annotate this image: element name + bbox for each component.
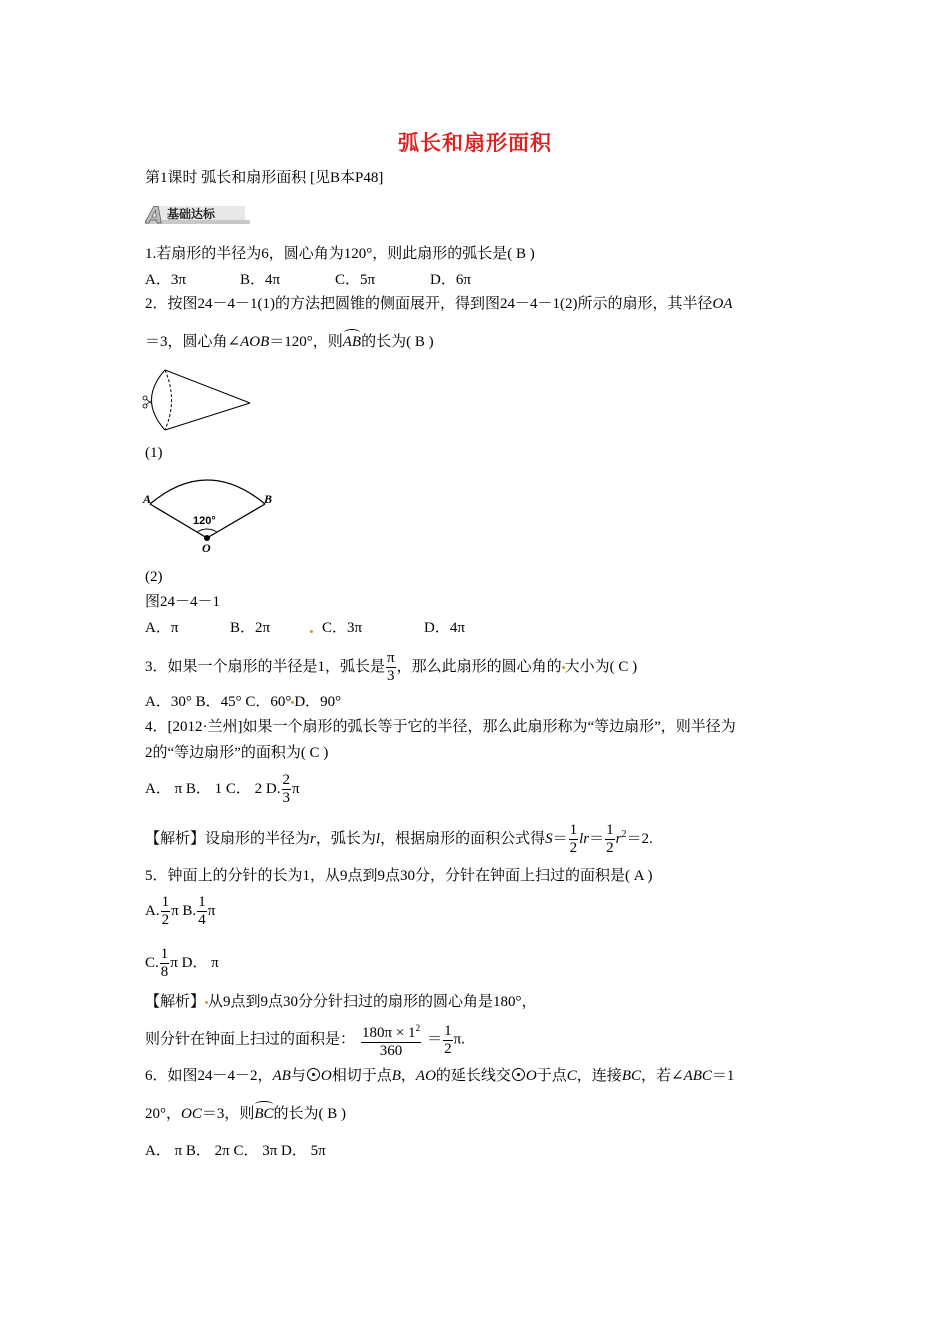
lesson-subtitle: 第1课时 弧长和扇形面积 [见B本P48] bbox=[145, 170, 384, 186]
cone-figure bbox=[140, 365, 255, 435]
scissors-icon bbox=[143, 396, 152, 408]
question-1-stem: 1.若扇形的半径为6，圆心角为120°，则此扇形的弧长是( B ) bbox=[145, 246, 535, 262]
q2-option-c: C．3π bbox=[322, 620, 363, 636]
question-3-stem: 3．如果一个扇形的半径是1，弧长是 $\frac{\pi}{3}$ ，那么此扇形的圆心角的 大小为( C ) bbox=[145, 650, 638, 684]
point-o-label: O bbox=[202, 541, 211, 555]
figure-1-label: (1) bbox=[145, 445, 163, 461]
sector-figure bbox=[140, 468, 285, 558]
q4-solution: 【解析】设扇形的半径为r，弧长为l，根据扇形的面积公式得S＝ $\frac{1}{2}$ lr＝ $\frac{1}{2}$ $r^2=2$. bbox=[145, 822, 653, 856]
q4-options: A． π B． 1 C． 2 D. $\frac{2}{3}$ π bbox=[145, 772, 300, 806]
point-a-label: A bbox=[143, 492, 152, 506]
question-6-line-2: 20°，OC＝3，则BC的长为( B ) bbox=[145, 1106, 347, 1122]
q1-option-c: C．5π bbox=[335, 272, 376, 288]
question-4-line-2: 2的“等边扇形”的面积为( C ) bbox=[145, 745, 329, 761]
page-title: 弧长和扇形面积 bbox=[398, 131, 552, 155]
q2-option-d: D．4π bbox=[424, 620, 465, 636]
figure-caption: 图24－4－1 bbox=[145, 594, 221, 610]
badge-letter: A bbox=[146, 204, 164, 228]
q2-option-a: A．π bbox=[145, 620, 179, 636]
q1-option-d: D．6π bbox=[430, 272, 471, 288]
badge-graphic bbox=[145, 202, 250, 228]
q5-solution-line-1: 【解析】 从9点到9点30分分针扫过的扇形的圆心角是180°， bbox=[145, 994, 537, 1010]
q5-options-cd: C. $\frac{1}{8}$ π D． π bbox=[145, 946, 219, 980]
decorative-dot bbox=[310, 630, 313, 633]
q5-options-ab: A. $\frac{1}{2}$ π B. $\frac{1}{4}$ π bbox=[145, 894, 216, 928]
circle-dot-symbol bbox=[307, 1068, 320, 1081]
angle-label: 120° bbox=[193, 515, 216, 527]
question-2-line-1: 2．按图24－4－1(1)的方法把圆锥的侧面展开，得到图24－4－1(2)所示的扇形，其半径OA bbox=[145, 296, 733, 312]
q2-option-b: B．2π bbox=[230, 620, 271, 636]
q1-option-a: A．3π bbox=[145, 272, 186, 288]
fraction-pi-over-3: $\frac{\pi}{3}$ bbox=[387, 650, 395, 684]
circle-dot-symbol bbox=[512, 1068, 525, 1081]
figure-2-label: (2) bbox=[145, 569, 163, 585]
point-b-label: B bbox=[264, 492, 273, 506]
badge-text: 基础达标 bbox=[167, 207, 216, 221]
arc-ab: AB bbox=[342, 334, 362, 350]
question-6-line-1: 6．如图24－4－2，AB与 O相切于点B，AO的延长线交 O于点C，连接BC，若∠ABC＝1 bbox=[145, 1068, 735, 1084]
basic-level-badge bbox=[145, 202, 250, 228]
q5-solution-line-2: 则分针在钟面上扫过的面积是： $\frac{180\pi \times 1^2}{360}$ ＝ $\frac{1}{2}$ π. bbox=[145, 1020, 465, 1060]
question-4-line-1: 4．[2012·兰州]如果一个扇形的弧长等于它的半径，那么此扇形称为“等边扇形”，则半径为 bbox=[145, 719, 736, 735]
question-2-line-2: ＝3，圆心角∠AOB＝120°，则AB的长为( B ) bbox=[145, 334, 434, 350]
arc-bc: BC bbox=[254, 1106, 274, 1122]
q1-option-b: B．4π bbox=[240, 272, 281, 288]
q6-options: A． π B． 2π C． 3π D． 5π bbox=[145, 1143, 326, 1159]
q3-options: A．30° B．45° C．60° D．90° bbox=[145, 694, 342, 710]
question-5-stem: 5．钟面上的分针的长为1，从9点到9点30分，分针在钟面上扫过的面积是( A ) bbox=[145, 868, 653, 884]
